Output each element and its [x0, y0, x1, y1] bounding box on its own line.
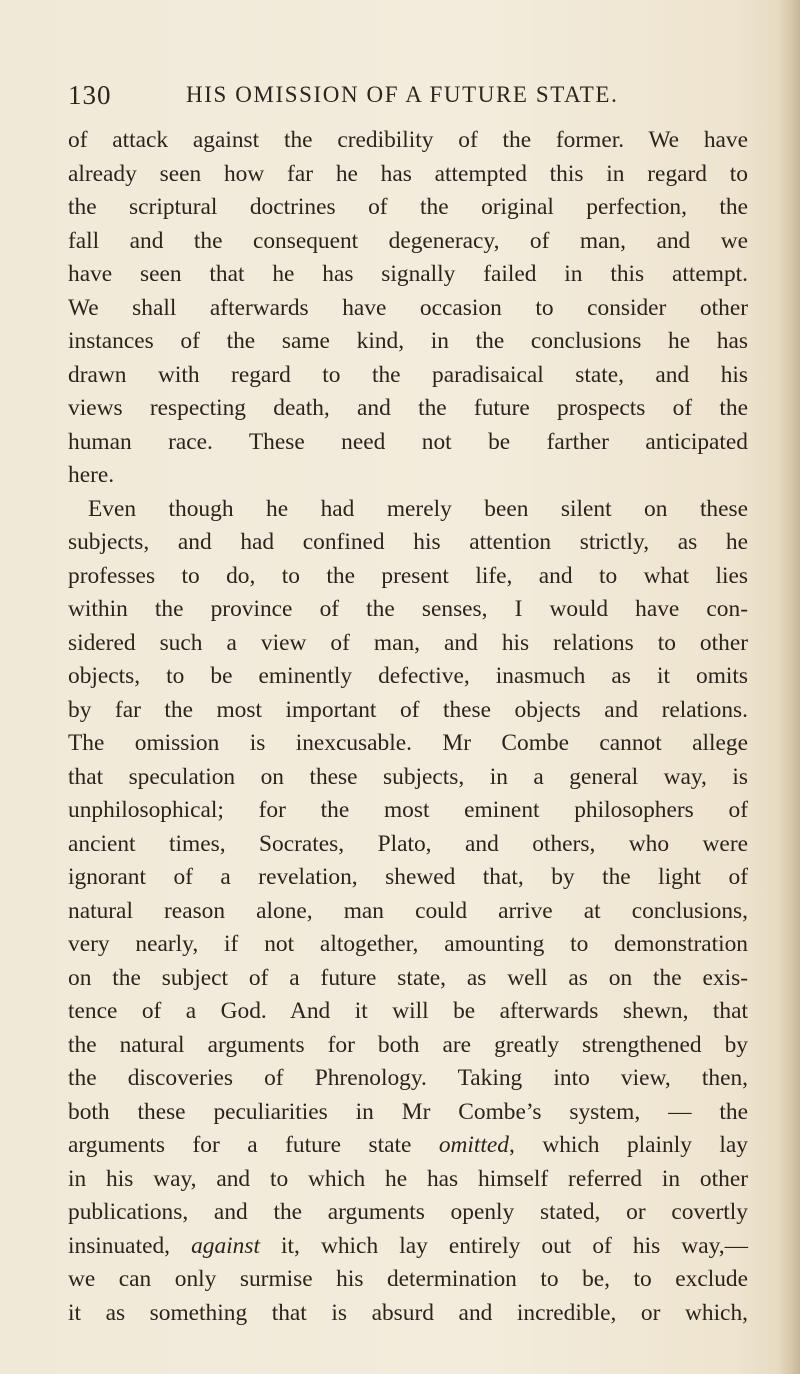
text-segment: insinuated,: [68, 1232, 192, 1259]
text-line: [68, 1129, 748, 1163]
text-line: natural reason alone, man could arrive at conclusions,: [68, 897, 748, 924]
running-title: HIS OMISSION OF A FUTURE STATE.: [186, 82, 619, 107]
text-line: the natural arguments for both are greatly strengthened by: [68, 1031, 748, 1058]
text-line: the discoveries of Phrenology. Taking into view, then,: [68, 1065, 748, 1091]
text-line: human race. These need not be farther anticipated: [68, 428, 748, 455]
text-segment: arguments for a future state: [68, 1132, 439, 1158]
text-line: tence of a God. And it will be afterwards shewn, that: [68, 998, 748, 1024]
text-line: drawn with regard to the paradisaical state, and his: [68, 361, 748, 388]
text-line: objects, to be eminently defective, inasmuch as it omits: [68, 663, 748, 689]
italic-word-against: against: [191, 1232, 260, 1259]
italic-word-omitted: omitted: [438, 1132, 509, 1158]
text-line: subjects, and had confined his attention strictly, as he: [68, 529, 748, 555]
text-line: very nearly, if not altogether, amounting to demonstration: [68, 931, 748, 957]
text-line: views respecting death, and the future prospects of the: [68, 395, 748, 421]
text-line: here.: [68, 462, 115, 488]
text-line: fall and the consequent degeneracy, of man, and we: [68, 227, 748, 254]
text-line: of attack against the credibility of the former. We have: [68, 127, 748, 153]
text-line: The omission is inexcusable. Mr Combe cannot allege: [68, 730, 748, 756]
running-head: [68, 80, 744, 116]
text-segment: , which plainly lay: [508, 1132, 748, 1158]
text-line: instances of the same kind, in the conclusions he has: [68, 328, 748, 354]
text-line: by far the most important of these objects and relations.: [68, 696, 748, 723]
text-line: on the subject of a future state, as well as on the exis-: [68, 964, 748, 991]
text-line: ignorant of a revelation, shewed that, by the light of: [68, 864, 748, 890]
text-line: in his way, and to which he has himself referred in other: [68, 1165, 748, 1192]
text-line: the scriptural doctrines of the original perfection, the: [68, 194, 748, 220]
text-line: We shall afterwards have occasion to consider other: [68, 294, 748, 321]
text-line: already seen how far he has attempted this in regard to: [68, 160, 748, 187]
body-text: [68, 124, 748, 1330]
text-segment: it, which lay entirely out of his way,—: [259, 1232, 748, 1259]
text-line: both these peculiarities in Mr Combe’s system, — the: [68, 1098, 748, 1125]
text-line: within the province of the senses, I would have con-: [68, 596, 748, 622]
text-line: it as something that is absurd and incredible, or which,: [68, 1299, 748, 1326]
page-edge-shadow: [778, 0, 800, 1374]
text-line: we can only surmise his determination to be, to exclude: [68, 1266, 748, 1292]
text-line: sidered such a view of man, and his relations to other: [68, 629, 748, 656]
text-line: that speculation on these subjects, in a general way, is: [68, 763, 748, 790]
page-number: 130: [68, 80, 112, 110]
text-line: Even though he had merely been silent on these: [88, 495, 748, 522]
text-line: publications, and the arguments openly stated, or covertly: [68, 1199, 748, 1225]
text-line: [68, 1230, 748, 1264]
text-line: unphilosophical; for the most eminent philosophers of: [68, 797, 748, 823]
text-line: professes to do, to the present life, and to what lies: [68, 562, 748, 589]
text-line: ancient times, Socrates, Plato, and others, who were: [68, 830, 748, 857]
text-line: have seen that he has signally failed in this attempt.: [68, 261, 748, 287]
